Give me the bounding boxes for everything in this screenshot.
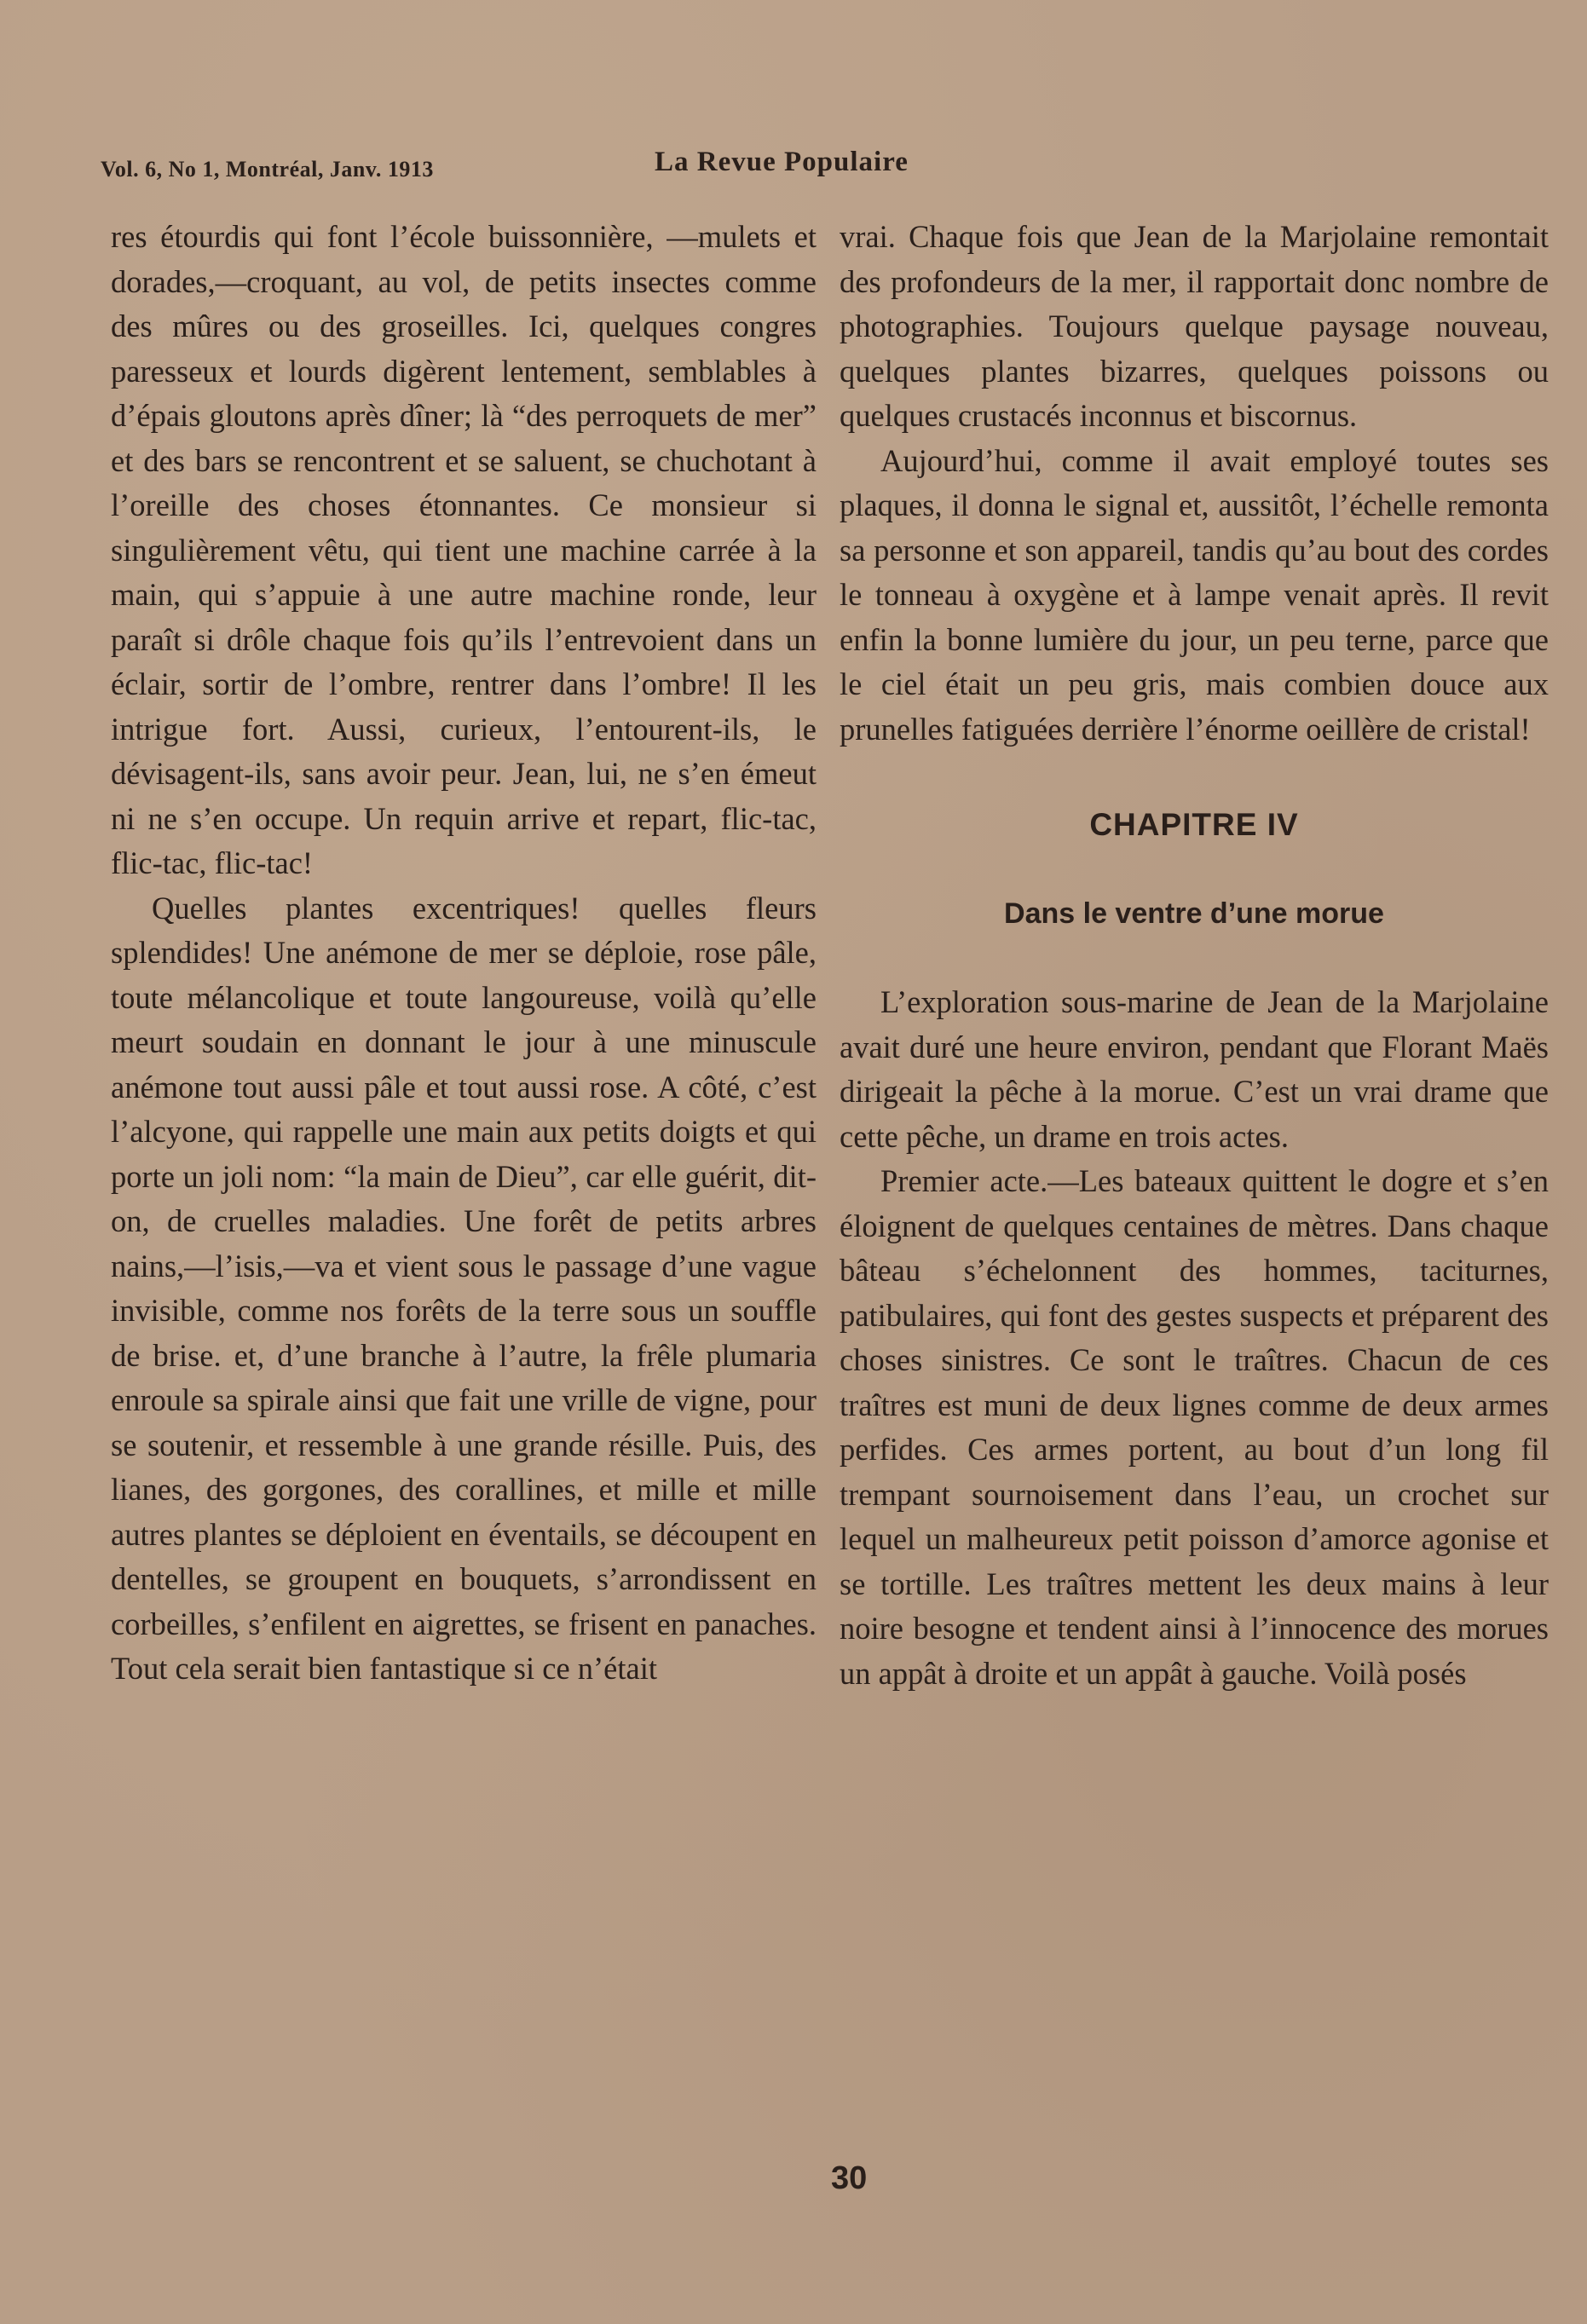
left-column [111,215,817,1692]
right-paragraph-4: Premier acte.—Les bateaux quittent le dogre et s’en éloignent de quelques centaines de mètres. Dans chaque bâteau s’échelonnent des hommes, taciturnes, patibulaires, qui font des gestes suspects et préparent des choses sinistres. Ce sont le traîtres. Chacun de ces traîtres est muni de deux lignes comme de deux armes perfides. Ces armes portent, au bout d’un long fil trempant sournoisement dans l’eau, un crochet sur lequel un malheureux petit poisson d’amorce agonise et se tortille. Les traîtres mettent les deux mains à leur noire besogne et tendent ainsi à l’innocence des morues un appât à droite et un appât à gauche. Voilà posés [840,1163,1549,1691]
left-paragraph-1: res étourdis qui font l’école buissonnière, —mulets et dorades,—croquant, au vol, de petits insectes comme des mûres ou des groseilles. Ici, quelques congres paresseux et lourds digèrent lentement, semblables à d’épais gloutons après dîner; là “des perroquets de mer” et des bars se rencontrent et se saluent, se chuchotant à l’oreille des choses étonnantes. Ce monsieur si singulièrement vêtu, qui tient une machine carrée à la main, qui s’appuie à une autre machine ronde, leur paraît si drôle chaque fois qu’ils l’entrevoient dans un éclair, sortir de l’ombre, rentrer dans l’ombre! Il les intrigue fort. Aussi, curieux, l’entourent-ils, le dévisagent-ils, sans avoir peur. Jean, lui, ne s’en émeut ni ne s’en occupe. Un requin arrive et repart, flic-tac, flic-tac, flic-tac! [111,219,817,880]
right-paragraph-1: vrai. Chaque fois que Jean de la Marjolaine remontait des profondeurs de la mer, il rapportait donc nombre de photographies. Toujours quelque paysage nouveau, quelques plantes bizarres, quelques poissons ou quelques crustacés inconnus et biscornus. [840,219,1549,433]
journal-title: La Revue Populaire [655,147,909,177]
running-header [101,147,970,189]
right-paragraph-2: Aujourd’hui, comme il avait employé toutes ses plaques, il donna le signal et, aussitôt, l’échelle remonta sa personne et son appareil, tandis qu’au bout des cordes le tonneau à oxygène et à lampe venait après. Il revit enfin la bonne lumière du jour, un peu terne, parce que le ciel était un peu gris, mais combien douce aux prunelles fatiguées derrière l’énorme oeillère de cristal! [840,442,1549,747]
page-number: 30 [831,2160,868,2196]
chapter-heading: CHAPITRE IV [1089,807,1299,842]
right-paragraph-3: L’exploration sous-marine de Jean de la Marjolaine avait duré une heure environ, pendant que Florant Maës dirigeait la pêche à la morue. C’est un vrai drame que cette pêche, un drame en trois actes. [840,984,1549,1154]
chapter-subtitle: Dans le ventre d’une morue [1004,897,1384,930]
left-paragraph-2: Quelles plantes excentriques! quelles fleurs splendides! Une anémone de mer se déploie, rose pâle, toute mélancolique et toute langoureuse, voilà qu’elle meurt soudain en donnant le jour à une minuscule anémone tout aussi pâle et tout aussi rose. A côté, c’est l’alcyone, qui rappelle une main aux petits doigts et qui porte un joli nom: “la main de Dieu”, car elle guérit, dit-on, de cruelles maladies. Une forêt de petits arbres nains,—l’isis,—va et vient sous le passage d’une vague invisible, comme nos forêts de la terre sous un souffle de brise. et, d’une branche à l’autre, la frêle plumaria enroule sa spirale ainsi que fait une vrille de vigne, pour se soutenir, et ressemble à une grande résille. Puis, des lianes, des gorgones, des corallines, et mille et mille autres plantes se déploient en éventails, se découpent en dentelles, se groupent en bouquets, s’arrondissent en corbeilles, s’enfilent en aigrettes, se frisent en panaches. Tout cela serait bien fantastique si ce n’était [111,890,817,1686]
right-column [840,215,1549,1696]
volume-info: Vol. 6, No 1, Montréal, Janv. 1913 [101,157,434,182]
